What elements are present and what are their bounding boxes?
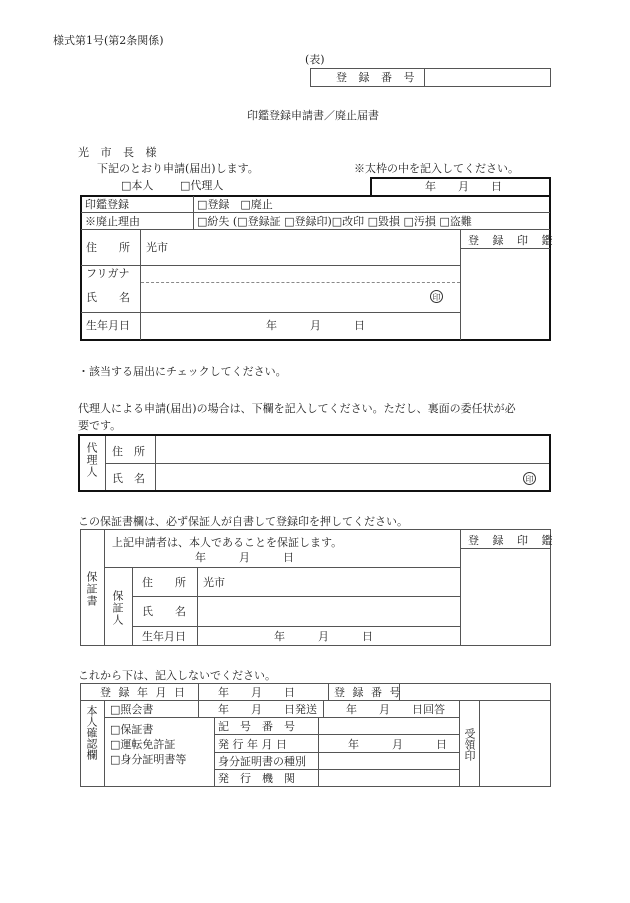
page-title: 印鑑登録申請書／廃止届書: [247, 109, 379, 122]
identity-check-label: 本人確認欄: [85, 705, 98, 760]
guarantor-birthdate-field[interactable]: 年 月 日: [274, 630, 373, 643]
birthdate-field[interactable]: 年 月 日: [266, 319, 365, 332]
name-field[interactable]: [142, 284, 422, 310]
registration-number-field[interactable]: [426, 70, 550, 86]
office-use-instructions: これから下は、記入しないでください。: [78, 669, 276, 682]
proxy-side-label: 代理人: [85, 442, 98, 478]
proxy-address-field[interactable]: [157, 437, 547, 462]
furigana-field[interactable]: [142, 267, 458, 281]
id-option-id-card: □身分証明書等: [110, 753, 187, 766]
name-label: 氏 名: [86, 291, 130, 304]
birthdate-label: 生年月日: [86, 319, 130, 332]
receipt-seal-area: [481, 702, 549, 786]
abolish-reason-label: ※廃止理由: [85, 215, 140, 228]
form-number: 様式第1号(第2条関係): [53, 34, 164, 47]
proxy-name-field[interactable]: [157, 465, 517, 490]
seal-mark-icon: 印: [430, 290, 443, 303]
guarantor-instructions: この保証書欄は、必ず保証人が自書して登録印を押してください。: [78, 515, 408, 528]
guarantor-statement: 上記申請者は、本人であることを保証します。: [112, 536, 343, 549]
address-label: 住 所: [86, 241, 130, 254]
check-note: ・該当する届出にチェックしてください。: [78, 365, 287, 378]
issuer-label: 発 行 機 関: [218, 772, 295, 785]
intro-text: 下記のとおり申請(届出)します。: [97, 162, 259, 175]
proxy-seal-mark-icon: 印: [523, 472, 536, 485]
guarantor-birthdate-label: 生年月日: [142, 630, 186, 643]
seal-registration-options[interactable]: □登録 □廃止: [197, 198, 273, 211]
abolish-reason-options[interactable]: □紛失 (□登録証 □登録印)□改印 □毀損 □汚損 □盗難: [197, 215, 472, 228]
sent-date: 年 月 日発送: [218, 703, 317, 716]
guarantor-address-field[interactable]: 光市: [203, 576, 225, 589]
fill-note: ※太枠の中を記入してください。: [354, 162, 519, 175]
proxy-address-label: 住 所: [112, 445, 145, 458]
office-reg-number-label: 登 録 番 号: [334, 686, 403, 699]
id-option-license: □運転免許証: [110, 738, 176, 751]
guarantor-address-label: 住 所: [142, 576, 186, 589]
id-type-label: 身分証明書の種別: [218, 755, 306, 768]
guarantor-person-label: 保証人: [111, 590, 124, 626]
address-field[interactable]: 光市: [146, 241, 168, 254]
issue-date-value: 年 月 日: [348, 738, 447, 751]
proxy-name-label: 氏 名: [112, 472, 145, 485]
guarantor-side-label: 保証書: [85, 571, 98, 607]
applicant-proxy-checkbox[interactable]: □代理人: [180, 179, 224, 192]
guarantor-name-field[interactable]: [199, 598, 458, 625]
proxy-instructions-line1: 代理人による申請(届出)の場合は、下欄を記入してください。ただし、裏面の委任状が必: [78, 402, 516, 415]
seal-registration-label: 印鑑登録: [85, 198, 129, 211]
inquiry-checkbox: □照会書: [110, 703, 154, 716]
answered-date: 年 月 日回答: [346, 703, 445, 716]
guarantor-name-label: 氏 名: [142, 605, 186, 618]
guarantor-seal-area[interactable]: [462, 550, 549, 644]
receipt-seal-label: 受領印: [463, 728, 476, 761]
symbol-number-label: 記 号 番 号: [218, 720, 295, 733]
issue-date-label: 発 行 年 月 日: [218, 738, 287, 751]
applicant-self-checkbox[interactable]: □本人: [121, 179, 154, 192]
registered-seal-label: 登 録 印 鑑: [468, 234, 558, 247]
proxy-instructions-line2: 要です。: [78, 419, 122, 432]
reg-date-label: 登 録 年 月 日: [100, 686, 187, 699]
recipient: 光 市 長 様: [78, 146, 161, 159]
guarantor-registered-seal-label: 登 録 印 鑑: [468, 534, 558, 547]
office-reg-number-field: [401, 685, 549, 699]
furigana-label: フリガナ: [86, 267, 130, 280]
registration-number-label: 登 録 番 号: [336, 71, 419, 84]
reg-date-value: 年 月 日: [218, 686, 295, 699]
guarantor-date[interactable]: 年 月 日: [195, 551, 294, 564]
registered-seal-area[interactable]: [462, 250, 549, 339]
side-label: (表): [305, 53, 325, 66]
application-date[interactable]: 年 月 日: [425, 180, 502, 193]
id-option-guarantee: □保証書: [110, 723, 154, 736]
